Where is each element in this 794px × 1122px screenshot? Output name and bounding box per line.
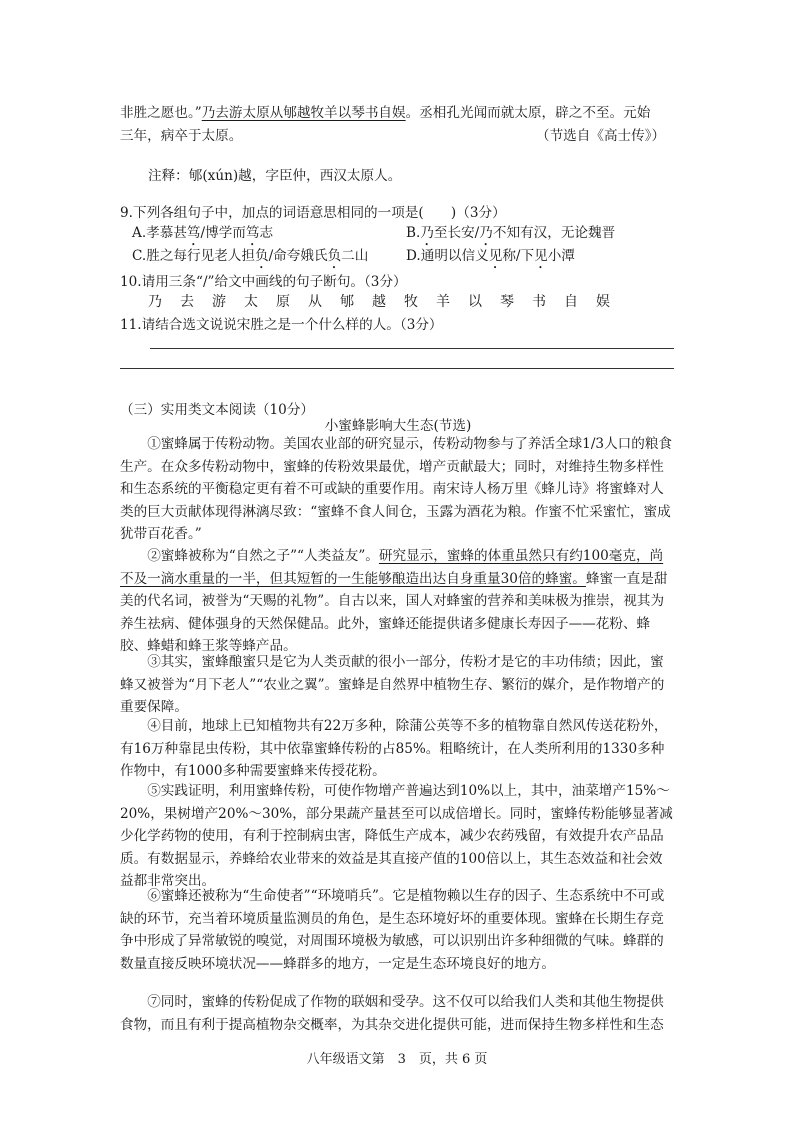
passage-text: 。丞相孔光闻而就太原，辟之不至。元始 xyxy=(405,105,651,121)
paragraph-4: ④目前，地球上已知植物共有22万多种，除蒲公英等不多的植物靠自然风传送花粉外，有16万种靠昆虫传粉，其中依靠蜜蜂传粉的占85%。粗略统计，在人类所利用的1330多种作物中，有1000多种需要蜜蜂来传授花粉。 xyxy=(120,718,668,779)
question-10-sentence: 乃去游太原从郇越牧羊以琴书自娱 xyxy=(148,294,628,310)
annotation-note: 注释：郇(xún)越，字臣仲，西汉太原人。 xyxy=(148,168,402,184)
paragraph-text: 蜂蜜一直是甜美的代名词，被誉为“天赐的礼物”。自古以来，国人对蜂蜜的营养和美味极为推崇，视其为养生祛病、健体强身的天然保健品。此外，蜜蜂还能提供诸多健康长寿因子——花粉、蜂胶、蜂蜡和蜂王浆等蜂产品。 xyxy=(120,570,668,654)
paragraph-text: ②蜜蜂被称为“自然之子”“人类益友”。 xyxy=(147,548,379,564)
question-10-stem: 10.请用三条“/”给文中画线的句子断句。（3分） xyxy=(120,274,407,290)
question-9-option-b: B.乃至长安/乃不知有汉，无论魏晋 xyxy=(406,225,616,241)
passage-text: 非胜之愿也。” xyxy=(120,105,202,121)
underlined-sentence: 研究显示，蜜蜂的体重虽然只有约100毫克，尚不及一滴水重量的一半，但其短暂的一生能够酿造出达自身重量30倍的蜂蜜。 xyxy=(120,548,664,587)
question-9-option-a: A.孝慕甚笃/博学而笃志 xyxy=(132,225,274,241)
question-9-option-c: C.胜之每行见老人担负/命夸娥氏负二山 xyxy=(132,248,369,264)
answer-line xyxy=(150,348,674,349)
answer-line xyxy=(120,368,674,369)
question-9-option-d: D.通明以信义见称/下见小潭 xyxy=(406,248,575,264)
underlined-sentence: 乃去游太原从郇越牧羊以琴书自娱 xyxy=(201,105,406,121)
paragraph-1: ①蜜蜂属于传粉动物。美国农业部的研究显示，传粉动物参与了养活全球1/3人口的粮食生产。在众多传粉动物中，蜜蜂的传粉效果最优，增产贡献最大；同时，对维持生物多样性和生态系统的平衡稳定更有着不可或缺的重要作用。南宋诗人杨万里《蜂儿诗》将蜜蜂对人类的巨大贡献体现得淋漓尽致：“蜜蜂不食人间仓，玉露为酒花为粮。作蜜不忙采蜜忙，蜜成犹带百花香。” xyxy=(120,436,673,542)
question-9-stem: 9.下列各组句子中，加点的词语意思相同的一项是( )（3分） xyxy=(120,205,506,221)
page-footer: 八年级语文第 3 页，共 6 页 xyxy=(306,1052,488,1067)
passage-source: （节选自《高士传》） xyxy=(536,128,666,144)
question-11-stem: 11.请结合选文说说宋胜之是一个什么样的人。（3分） xyxy=(120,317,443,333)
passage-line-1 xyxy=(120,101,650,121)
paragraph-7: ⑦同时，蜜蜂的传粉促成了作物的联姻和受孕。这不仅可以给我们人类和其他生物提供食物，而且有利于提高植物杂交概率，为其杂交进化提供可能，进而保持生物多样性和生态 xyxy=(120,994,664,1033)
paragraph-5: ⑤实践证明，利用蜜蜂传粉，可使作物增产普遍达到10%以上，其中，油菜增产15%～20%，果树增产20%～30%，部分果蔬产量甚至可以成倍增长。同时，蜜蜂传粉能够显著减少化学药物的使用，有利于控制病虫害，降低生产成本，减少农药残留，有效提升农产品品质。有数据显示，养蜂给农业带来的效益是其直接产值的100倍以上，其生态效益和社会效益都非常突出。 xyxy=(120,783,673,889)
section-heading: （三）实用类文本阅读（10分） xyxy=(120,402,315,418)
passage-line-2: 三年，病卒于太原。 xyxy=(120,128,243,144)
article-title: 小蜜蜂影响大生态(节选) xyxy=(324,418,472,434)
paragraph-6: ⑥蜜蜂还被称为“生命使者”“环境哨兵”。它是植物赖以生存的因子、生态系统中不可或缺的环节，充当着环境质量监测员的角色，是生态环境好坏的重要体现。蜜蜂在长期生存竞争中形成了异常敏锐的嗅觉，对周围环境极为敏感，可以识别出许多种细微的气味。蜂群的数量直接反映环境状况——蜂群多的地方，一定是生态环境良好的地方。 xyxy=(120,888,665,972)
paragraph-2 xyxy=(120,545,676,658)
paragraph-3: ③其实，蜜蜂酿蜜只是它为人类贡献的很小一部分，传粉才是它的丰功伟绩；因此，蜜蜂又被誉为“月下老人”“农业之翼”。蜜蜂是自然界中植物生存、繁衍的媒介，是作物增产的重要保障。 xyxy=(120,654,665,715)
